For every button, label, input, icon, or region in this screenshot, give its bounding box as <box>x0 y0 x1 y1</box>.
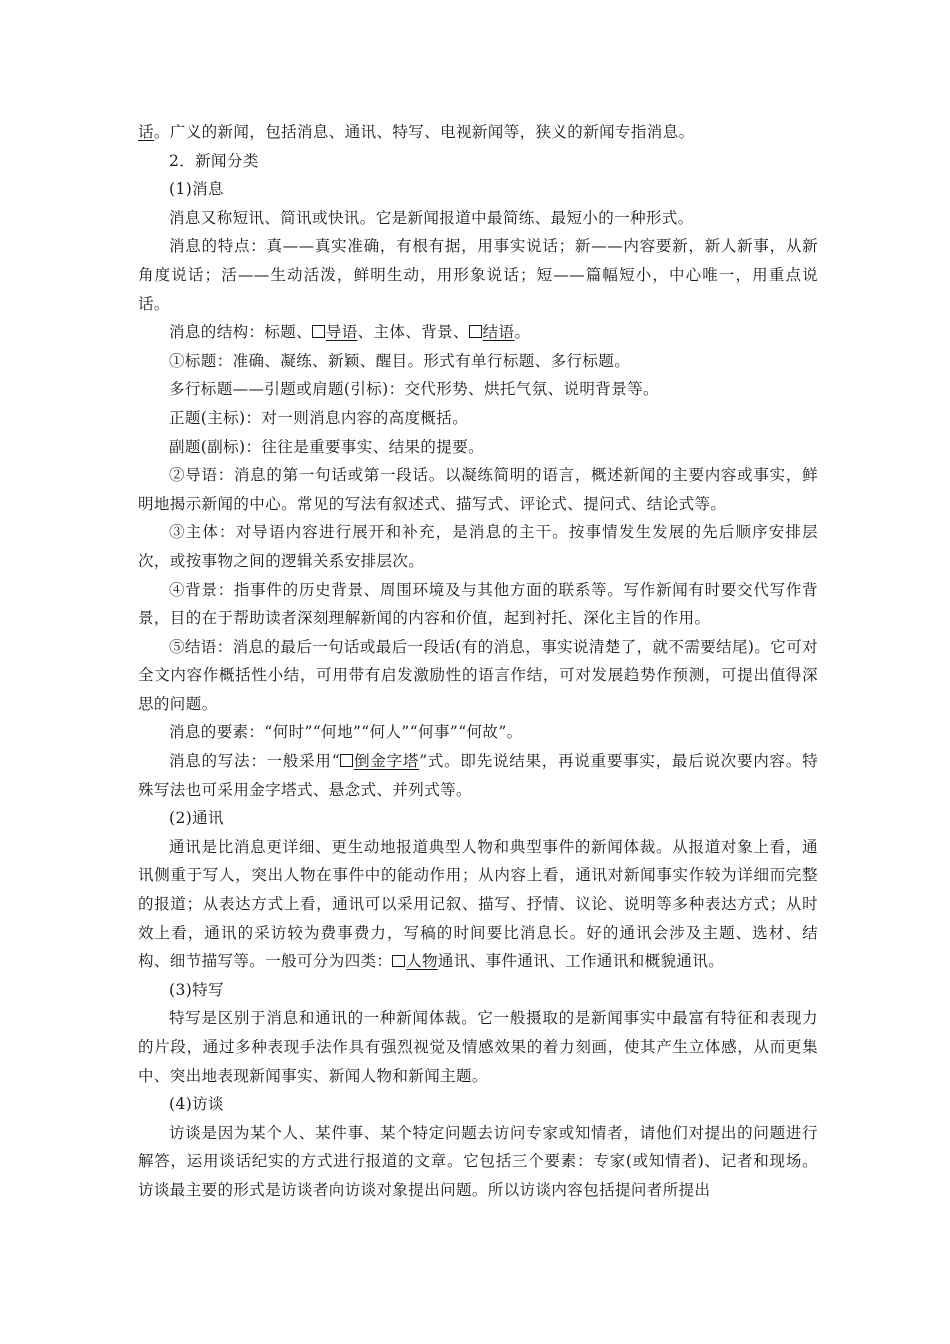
underlined-answer: 结语 <box>482 323 515 342</box>
paragraph-xiaoxi-definition: 消息又称短讯、简讯或快讯。它是新闻报道中最简练、最短小的一种形式。 <box>169 208 694 227</box>
subheading-texie: (3)特写 <box>169 980 224 999</box>
paragraph-xiaoxi-structure: 消息的结构：标题、 导语、主体、背景、 结语。 <box>169 323 531 342</box>
paragraph-main-title: 正题(主标)：对一则消息内容的高度概括。 <box>169 408 469 427</box>
section-heading-news-classification: 2．新闻分类 <box>169 151 259 170</box>
underlined-answer: 导语 <box>325 323 358 342</box>
paragraph-texie: 特写是区别于消息和通讯的一种新闻体裁。它一般摄取的是新闻事实中最富有特征和表现力的片段，通过多种表现手法作具有强烈视觉及情感效果的着力刻画，使其产生立体感，从而更集中、突出地表现新闻事实、新闻人物和新闻主题。 <box>138 1009 818 1085</box>
paragraph-background: ④背景：指事件的历史背景、周围环境及与其他方面的联系等。写作新闻有时要交代写作背景，目的在于帮助读者深刻理解新闻的内容和价值，起到衬托、深化主旨的作用。 <box>138 580 818 628</box>
blank-box-icon <box>469 325 482 338</box>
subheading-fangtan: (4)访谈 <box>169 1095 224 1114</box>
blank-box-icon <box>340 754 353 767</box>
paragraph-subtitle: 副题(副标)：往往是重要事实、结果的提要。 <box>169 437 484 456</box>
document-body <box>138 118 818 1205</box>
paragraph-title: ①标题：准确、凝练、新颖、醒目。形式有单行标题、多行标题。 <box>169 351 631 370</box>
paragraph-elements: 消息的要素：“何时”“何地”“何人”“何事”“何故”。 <box>169 723 523 742</box>
underlined-answer: 人物 <box>406 952 438 971</box>
paragraph-writing-method: 消息的写法：一般采用“ 倒金字塔”式。即先说结果，再说重要事实，最后说次要内容。特殊写法也可采用金字塔式、悬念式、并列式等。 <box>138 752 818 799</box>
paragraph-tongxun: 通讯是比消息更详细、更生动地报道典型人物和典型事件的新闻体裁。从报道对象上看，通讯侧重于写人，突出人物在事件中的能动作用；从内容上看，通讯对新闻事实作较为详细而完整的报道；从表达方式上看，通讯可以采用记叙、描写、抒情、议论、说明等多种表达方式；从时效上看，通讯的采访较为费事费力，写稿的时间要比消息长。好的通讯会涉及主题、选材、结构、细节描写等。一般可分为四类： 人物通讯、事件通讯、工作通讯和概貌通讯。 <box>138 837 818 971</box>
underlined-answer: 倒金字塔 <box>353 752 420 771</box>
blank-box-icon <box>392 955 405 968</box>
paragraph-fangtan: 访谈是因为某个人、某件事、某个特定问题去访问专家或知情者，请他们对提出的问题进行解答，运用谈话纪实的方式进行报道的文章。它包括三个要素：专家(或知情者)、记者和现场。访谈最主要的形式是访谈者向访谈对象提出问题。所以访谈内容包括提问者所提出 <box>138 1123 818 1199</box>
blank-box-icon <box>312 325 325 338</box>
paragraph-body: ③主体：对导语内容进行展开和补充，是消息的主干。按事情发生发展的先后顺序安排层次，或按事物之间的逻辑关系安排层次。 <box>138 523 818 570</box>
underlined-answer: 话 <box>138 123 154 141</box>
paragraph-ending: ⑤结语：消息的最后一句话或最后一段话(有的消息，事实说清楚了，就不需要结尾)。它可对全文内容作概括性小结，可用带有启发激励性的语言作结，可对发展趋势作预测，可提出值得深思的问题。 <box>138 637 818 713</box>
subheading-tongxun: (2)通讯 <box>169 809 224 828</box>
paragraph-multiline-title: 多行标题——引题或肩题(引标)：交代形势、烘托气氛、说明背景等。 <box>169 380 659 399</box>
paragraph-xiaoxi-features: 消息的特点：真——真实准确，有根有据，用事实说话；新——内容要新，新人新事，从新角度说话；活——生动活泼，鲜明生动，用形象说话；短——篇幅短小，中心唯一，用重点说话。 <box>138 237 818 313</box>
subheading-xiaoxi: (1)消息 <box>169 180 224 199</box>
paragraph-definition: 话。广义的新闻，包括消息、通讯、特写、电视新闻等，狭义的新闻专指消息。 <box>138 123 695 141</box>
paragraph-lead: ②导语：消息的第一句话或第一段话。以凝练简明的语言，概述新闻的主要内容或事实，鲜明地揭示新闻的中心。常见的写法有叙述式、描写式、评论式、提问式、结论式等。 <box>138 466 818 513</box>
